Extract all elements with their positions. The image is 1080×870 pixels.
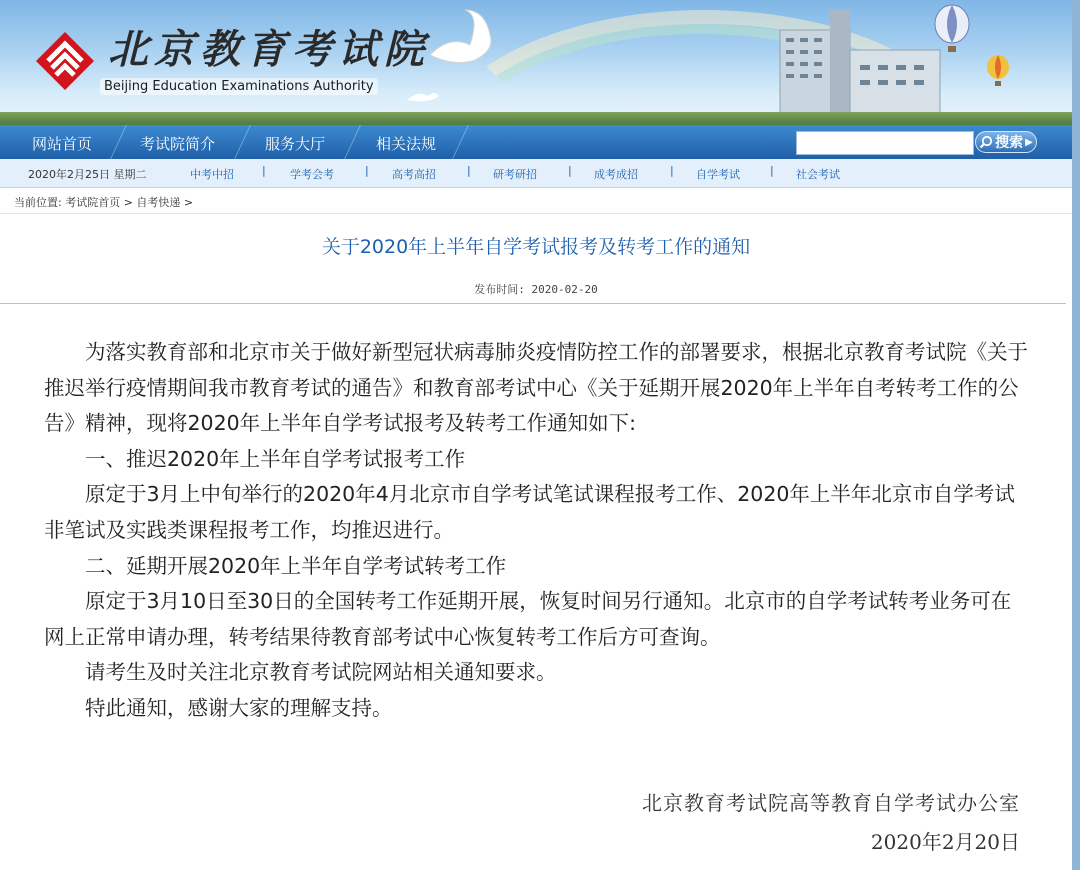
article-paragraph: 原定于3月上中旬举行的2020年4月北京市自学考试笔试课程报考工作、2020年上半年北京市自学考试非笔试及实践类课程报考工作，均推迟进行。 <box>44 482 1015 542</box>
subnav-divider: | <box>467 164 471 177</box>
search-button-label: 搜索 <box>995 135 1024 151</box>
current-date: 2020年2月25日 星期二 <box>28 168 147 181</box>
divider <box>0 303 1066 304</box>
breadcrumb[interactable]: 当前位置: 考试院首页 > 自考快递 > <box>14 196 194 209</box>
balloon-icon <box>985 55 1011 89</box>
dove-icon <box>420 5 500 75</box>
subnav-item-shehui[interactable]: 社会考试 <box>796 168 840 181</box>
hedge-decoration <box>0 112 1072 125</box>
article-signature: 北京教育考试院高等教育自学考试办公室 <box>642 791 1020 815</box>
article-title: 关于2020年上半年自学考试报考及转考工作的通知 <box>321 236 751 258</box>
site-logo-title[interactable]: 北京教育考试院 <box>108 26 430 73</box>
search-button[interactable] <box>975 131 1037 153</box>
subnav-item-zhongkao[interactable]: 中考中招 <box>190 168 234 181</box>
subnav-item-yankao[interactable]: 研考研招 <box>493 168 537 181</box>
nav-item-home[interactable]: 网站首页 <box>32 135 93 153</box>
nav-divider <box>452 125 469 159</box>
article-signature-date: 2020年2月20日 <box>870 830 1020 854</box>
search-icon <box>979 135 993 149</box>
subnav-item-zikao[interactable]: 自学考试 <box>696 168 740 181</box>
article-body <box>44 335 1028 727</box>
subnav-divider: | <box>568 164 572 177</box>
nav-item-about[interactable]: 考试院简介 <box>140 135 216 153</box>
subnav-divider: | <box>670 164 674 177</box>
logo-icon <box>34 30 96 92</box>
publish-time: 发布时间: 2020-02-20 <box>474 283 598 296</box>
nav-item-regulations[interactable]: 相关法规 <box>376 135 437 153</box>
article-heading: 二、延期开展2020年上半年自学考试转考工作 <box>85 553 507 578</box>
subnav-divider: | <box>770 164 774 177</box>
subnav-divider: | <box>262 164 266 177</box>
dove-icon <box>405 88 441 106</box>
nav-divider <box>110 125 127 159</box>
subnav-item-xuekao[interactable]: 学考会考 <box>290 168 334 181</box>
article-paragraph: 请考生及时关注北京教育考试院网站相关通知要求。 <box>85 660 557 685</box>
article-paragraph: 特此通知，感谢大家的理解支持。 <box>85 695 393 720</box>
scrollbar[interactable] <box>1072 0 1080 870</box>
header-banner <box>0 0 1072 125</box>
article-paragraph: 为落实教育部和北京市关于做好新型冠状病毒肺炎疫情防控工作的部署要求，根据北京教育考试院《关于推迟举行疫情期间我市教育考试的通告》和教育部考试中心《关于延期开展2020年上半年自考转考工作的公告》精神，现将2020年上半年自学考试报考及转考工作通知如下: <box>44 340 1028 436</box>
subnav-divider: | <box>365 164 369 177</box>
search-input[interactable] <box>796 131 974 155</box>
divider <box>0 213 1072 214</box>
article-heading: 一、推迟2020年上半年自学考试报考工作 <box>85 446 466 471</box>
article-paragraph: 原定于3月10日至30日的全国转考工作延期开展，恢复时间另行通知。北京市的自学考试转考业务可在网上正常申请办理，转考结果待教育部考试中心恢复转考工作后方可查询。 <box>44 589 1012 649</box>
nav-divider <box>234 125 251 159</box>
balloon-icon <box>930 4 974 56</box>
subnav-item-chengkao[interactable]: 成考成招 <box>594 168 638 181</box>
nav-item-service[interactable]: 服务大厅 <box>265 135 326 153</box>
site-logo-subtitle: Beijing Education Examinations Authority <box>100 78 378 95</box>
nav-divider <box>344 125 361 159</box>
subnav-item-gaokao[interactable]: 高考高招 <box>392 168 436 181</box>
chevron-right-icon: ▶ <box>1025 136 1033 148</box>
building-image <box>720 10 950 120</box>
